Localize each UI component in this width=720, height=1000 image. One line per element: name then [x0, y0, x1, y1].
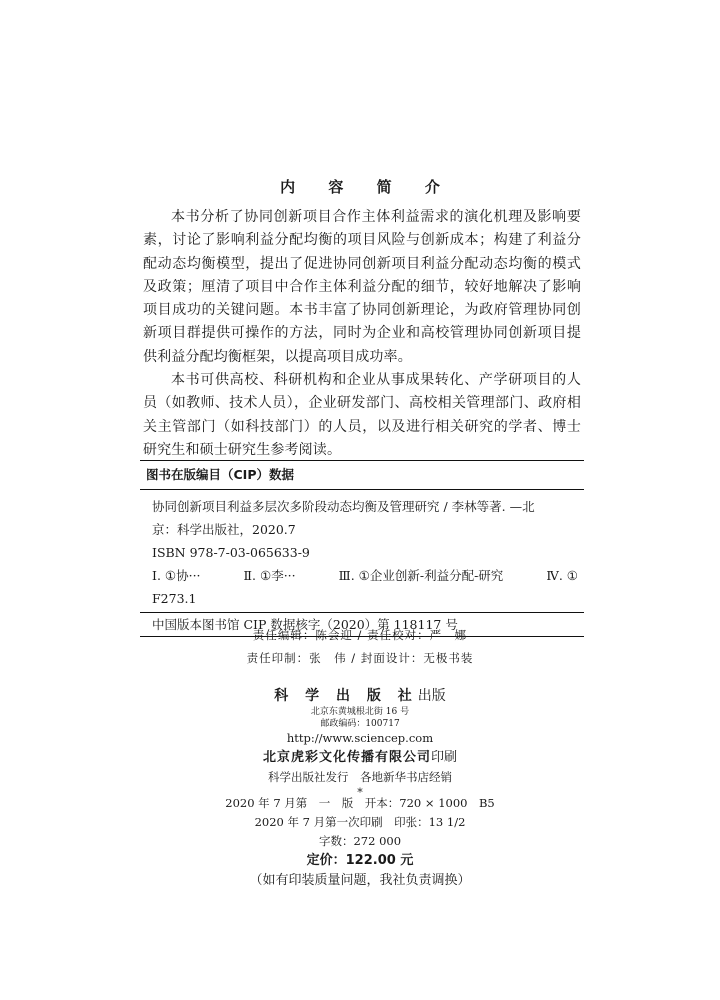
editors-line: 责任印制：张 伟 / 封面设计：无极书装: [246, 651, 474, 665]
cip-record: [140, 490, 584, 610]
publisher-name: [0, 686, 720, 706]
publisher-url: http://www.sciencep.com: [286, 731, 434, 745]
editors-line: 责任编辑：陈会迎 / 责任校对：严 娜: [252, 628, 468, 642]
summary-section: [143, 206, 581, 462]
quality-notice: （如有印装质量问题，我社负责调换）: [249, 873, 471, 888]
cip-isbn: ISBN 978-7-03-065633-9: [152, 545, 310, 560]
cip-number: 中国版本图书馆 CIP 数据核字（2020）第 118117 号: [140, 612, 584, 637]
cip-header: 图书在版编目（CIP）数据: [140, 460, 584, 490]
summary-paragraph-1: 本书分析了协同创新项目合作主体利益需求的演化机理及影响要素，讨论了影响利益分配均衡的项目风险与创新成本；构建了利益分配动态均衡模型，提出了促进协同创新项目利益分配动态均衡的模式及政策；厘清了项目中合作主体利益分配的细节，较好地解决了影响项目成功的关键问题。本书丰富了协同创新理论，为政府管理协同创新项目群提供可操作的方法，同时为企业和高校管理协同创新项目提供利益分配均衡框架，以提高项目成功率。: [143, 209, 581, 365]
cip-classification: [152, 564, 578, 587]
cip-classify-item: Ⅲ. ①企业创新-利益分配-研究: [338, 568, 504, 583]
distribution-line: 科学出版社发行 各地新华书店经销: [268, 770, 452, 784]
publisher-postcode: 邮政编码：100717: [320, 719, 400, 729]
separator-asterisk: *: [357, 786, 363, 799]
printing-line: 2020 年 7 月第一次印刷 印张：13 1/2: [254, 815, 466, 829]
publisher-address: 北京东黄城根北街 16 号: [310, 707, 410, 717]
publisher-name-text: 科 学 出 版 社: [274, 688, 418, 704]
cip-record-line: 协同创新项目利益多层次多阶段动态均衡及管理研究 / 李林等著. —北: [152, 499, 535, 514]
price: 定价：122.00 元: [306, 853, 414, 868]
cip-block: [140, 460, 584, 637]
cip-classification-code: F273.1: [152, 591, 197, 606]
summary-title: 内 容 简 介: [280, 178, 454, 196]
cip-classify-item: Ⅳ. ①: [546, 568, 578, 583]
cip-classify-item: Ⅰ. ①协···: [152, 568, 201, 583]
publisher-name-suffix: 出版: [417, 688, 446, 704]
cip-classify-item: Ⅱ. ①李···: [243, 568, 296, 583]
printer-name: [0, 748, 720, 768]
specs-block: [0, 794, 720, 891]
edition-line: 2020 年 7 月第 一 版 开本：720 × 1000 B5: [225, 796, 495, 810]
summary-paragraph-2: 本书可供高校、科研机构和企业从事成果转化、产学研项目的人员（如教师、技术人员），企业研发部门、高校相关管理部门、政府相关主管部门（如科技部门）的人员，以及进行相关研究的学者、博士研究生和硕士研究生参考阅读。: [143, 372, 581, 458]
publisher-block: [0, 686, 720, 800]
editors-block: [0, 624, 720, 670]
printer-name-text: 北京虎彩文化传播有限公司: [262, 750, 431, 765]
cip-record-line: 京：科学出版社，2020.7: [152, 522, 296, 537]
printer-name-suffix: 印刷: [431, 750, 458, 765]
word-count: 字数：272 000: [318, 834, 402, 848]
